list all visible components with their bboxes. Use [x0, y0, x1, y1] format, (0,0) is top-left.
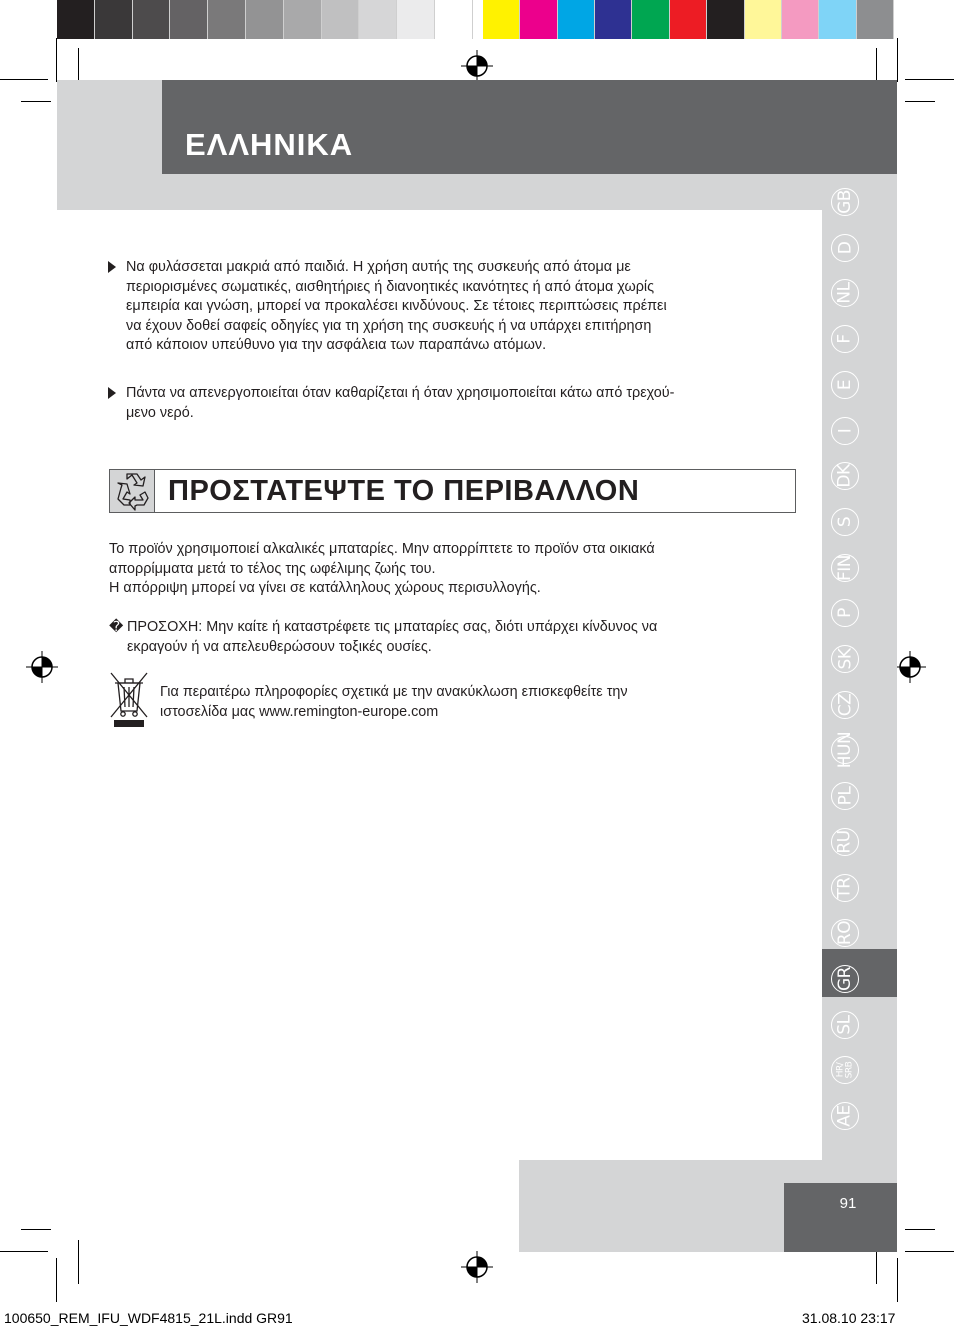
crop-mark: [0, 1251, 48, 1252]
crop-mark: [21, 101, 51, 102]
language-code: HUN: [835, 731, 856, 769]
language-tab-nl[interactable]: [831, 279, 859, 307]
section-icon-box: [109, 469, 155, 513]
color-swatch: [95, 0, 133, 39]
bullet-line: εμπειρία και γνώση, μπορεί να προκαλέσει κινδύνους. Σε τέτοιες περιπτώσεις πρέπει: [126, 298, 667, 314]
color-swatch: [359, 0, 397, 39]
language-tab-dk[interactable]: [831, 462, 859, 490]
registration-mark-icon: [894, 651, 926, 683]
paragraph-line: Η απόρριψη μπορεί να γίνει σε κατάλληλους χώρους περισυλλογής.: [109, 580, 541, 596]
crop-mark: [56, 38, 57, 82]
language-code: I: [834, 428, 855, 434]
color-swatch: [632, 0, 669, 39]
language-tab-i[interactable]: [831, 417, 859, 445]
registration-mark-icon: [461, 1251, 493, 1283]
language-code: GB: [835, 190, 855, 214]
color-swatch: [483, 0, 520, 39]
weee-line: ιστοσελίδα μας www.remington-europe.com: [160, 703, 439, 720]
language-tab-gb[interactable]: [831, 188, 859, 216]
warning-line: ΠΡΟΣΟΧΗ: Μην καίτε ή καταστρέφετε τις μπαταρίες σας, διότι υπάρχει κίνδυνος να: [127, 619, 658, 635]
warning-paragraph: [109, 618, 799, 657]
color-swatch: [322, 0, 360, 39]
paragraph-line: απορρίμματα μετά το τέλος της ωφέλιμης ζωής του.: [109, 560, 436, 577]
color-swatch: [520, 0, 557, 39]
language-tab-d[interactable]: [831, 234, 859, 262]
language-code: RO: [834, 920, 855, 946]
language-code: SK: [834, 648, 855, 670]
language-tab-hr-srb[interactable]: [831, 1056, 859, 1084]
language-code: PL: [834, 786, 855, 806]
environment-paragraph: [109, 540, 799, 599]
language-code: GR: [835, 967, 855, 991]
language-tab-hun[interactable]: [831, 731, 859, 769]
language-code: D: [835, 241, 855, 255]
color-swatch: [284, 0, 322, 39]
color-swatch: [819, 0, 856, 39]
color-swatch: [857, 0, 894, 39]
bullet-line: να έχουν δοθεί σαφείς οδηγίες για τη χρήση της συσκευής ή να υπάρχει επιτήρηση: [126, 317, 652, 334]
registration-mark-icon: [461, 50, 493, 82]
bullet-line: Πάντα να απενεργοποιείται όταν καθαρίζεται ή όταν χρησιμοποιείται κάτω από τρεχού-: [126, 385, 675, 401]
language-tab-sl[interactable]: [831, 1011, 859, 1039]
weee-paragraph: [160, 683, 800, 722]
paragraph-line: Το προϊόν χρησιμοποιεί αλκαλικές μπαταρίες. Μην απορρίπτετε το προϊόν στα οικιακά: [109, 541, 655, 557]
language-tab-sk[interactable]: [831, 645, 859, 673]
language-code: TR: [834, 877, 855, 899]
slug-datetime: 31.08.10 23:17: [802, 1310, 896, 1326]
language-code: SL: [834, 1015, 855, 1035]
recycle-icon: [110, 470, 154, 512]
language-tab-gr[interactable]: [831, 965, 859, 993]
language-code: AE: [835, 1105, 855, 1127]
language-tab-pl[interactable]: [831, 782, 859, 810]
language-tab-fin[interactable]: [831, 554, 859, 582]
language-tab-p[interactable]: [831, 599, 859, 627]
language-code: S: [834, 516, 855, 528]
language-code: E: [835, 379, 855, 391]
crossed-bin-icon: [109, 671, 149, 731]
language-tab-ru[interactable]: [831, 828, 859, 856]
language-code: DK: [835, 464, 855, 488]
language-code: NL: [834, 282, 855, 304]
color-swatch: [133, 0, 171, 39]
bullet-line: από κάποιον υπεύθυνο για την ασφάλεια των παραπάνω ατόμων.: [126, 337, 547, 353]
color-swatch: [595, 0, 632, 39]
crop-mark: [21, 1229, 51, 1230]
language-tab-cz[interactable]: [831, 691, 859, 719]
color-swatch: [782, 0, 819, 39]
bullet-triangle-icon: [108, 387, 116, 399]
language-tab-s[interactable]: [831, 508, 859, 536]
bullet-line: Να φυλάσσεται μακριά από παιδιά. Η χρήση αυτής της συσκευής από άτομα με: [126, 259, 631, 275]
language-tab-tr[interactable]: [831, 874, 859, 902]
color-swatch: [745, 0, 782, 39]
page-number-box: [784, 1183, 897, 1252]
language-tab-f[interactable]: [831, 325, 859, 353]
bullet-triangle-icon: [108, 261, 116, 273]
language-tab-ae[interactable]: [831, 1102, 859, 1130]
language-code: CZ: [835, 693, 855, 717]
color-calibration-bar: [57, 0, 897, 39]
language-code: HR/ SRB: [834, 1061, 854, 1079]
language-code: FIN: [835, 554, 856, 582]
crop-mark: [56, 1258, 57, 1302]
bullet-line: μενο νερό.: [126, 404, 194, 421]
color-swatch: [707, 0, 744, 39]
language-tab-e[interactable]: [831, 371, 859, 399]
crop-mark: [897, 1258, 898, 1302]
slug-file-info: 100650_REM_IFU_WDF4815_21L.indd GR91: [4, 1310, 293, 1326]
registration-mark-icon: [26, 651, 58, 683]
color-swatch: [397, 0, 435, 39]
color-swatch: [435, 0, 473, 39]
crop-mark: [905, 79, 954, 80]
crop-mark: [905, 101, 935, 102]
bullet-item: [108, 258, 798, 356]
bullet-line: περιορισμένες σωματικές, αισθητήριες ή διανοητικές ικανότητες ή από άτομα χωρίς: [126, 278, 655, 295]
warning-icon: �: [109, 619, 124, 635]
page-title: ΕΛΛΗΝΙΚΑ: [185, 127, 354, 162]
section-title: ΠΡΟΣΤΑΤΕΨΤΕ ΤΟ ΠΕΡΙΒΑΛΛΟΝ: [168, 475, 640, 507]
warning-line: εκραγούν ή να απελευθερώσουν τοξικές ουσίες.: [127, 638, 432, 655]
bullet-item: [108, 384, 798, 423]
weee-line: Για περαιτέρω πληροφορίες σχετικά με την ανακύκλωση επισκεφθείτε την: [160, 684, 628, 700]
crop-mark: [905, 1229, 935, 1230]
color-swatch: [208, 0, 246, 39]
language-code: F: [835, 334, 855, 344]
crop-mark: [897, 38, 898, 82]
crop-mark: [0, 79, 48, 80]
language-code: P: [834, 608, 855, 618]
crop-mark: [78, 1240, 79, 1284]
page-number: 91: [839, 1195, 857, 1212]
crop-mark: [905, 1251, 954, 1252]
color-swatch: [170, 0, 208, 39]
color-swatch: [670, 0, 707, 39]
color-swatch: [246, 0, 284, 39]
language-tab-ro[interactable]: [831, 919, 859, 947]
color-swatch: [57, 0, 95, 39]
color-swatch: [558, 0, 595, 39]
language-code: RU: [834, 830, 855, 854]
